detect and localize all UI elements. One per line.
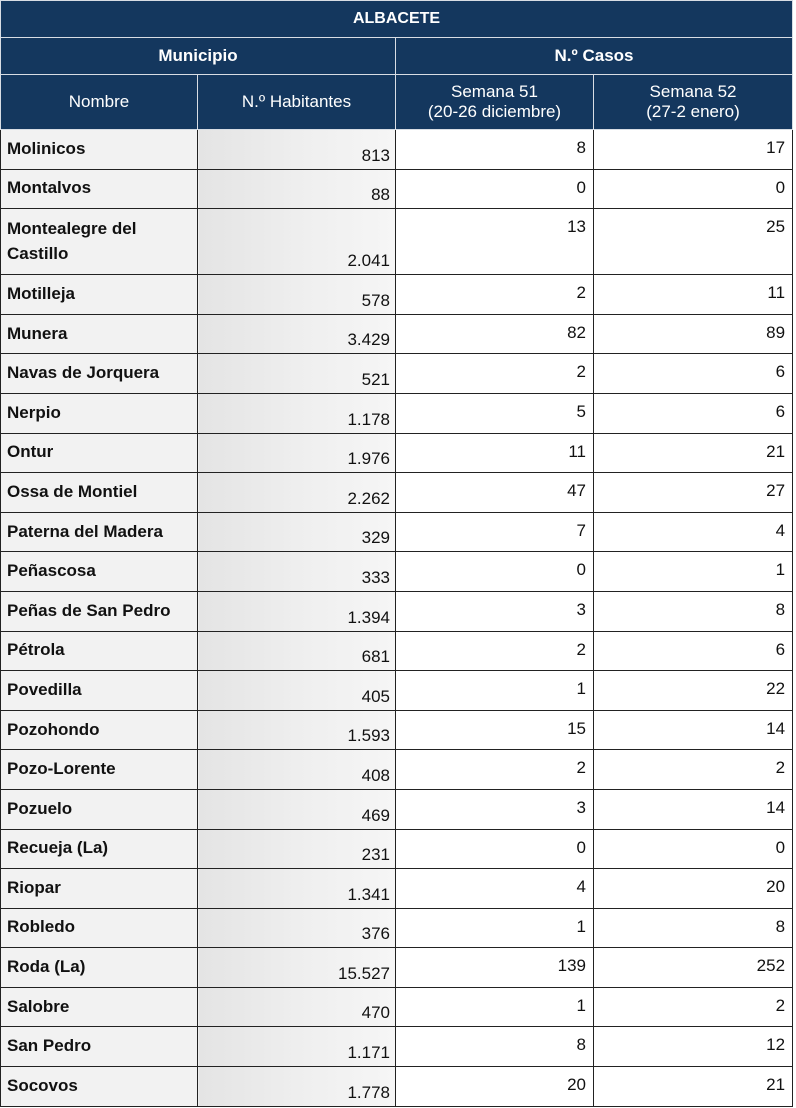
semana52-cases-cell: 89 (594, 314, 793, 354)
semana51-cases-cell: 5 (396, 393, 594, 433)
municipio-name-cell: Ontur (1, 433, 198, 473)
habitantes-cell: 578 (198, 275, 396, 315)
semana52-cases-cell: 252 (594, 948, 793, 988)
municipio-name-cell: Pozuelo (1, 789, 198, 829)
habitantes-cell: 1.394 (198, 591, 396, 631)
habitantes-cell: 469 (198, 789, 396, 829)
semana52-cases-cell: 6 (594, 354, 793, 394)
column-header-semana52 (594, 75, 793, 130)
semana51-cases-cell: 2 (396, 354, 594, 394)
semana52-cases-cell: 17 (594, 130, 793, 170)
habitantes-cell: 1.341 (198, 869, 396, 909)
semana51-label: Semana 51 (451, 81, 538, 101)
column-header-habitantes: N.º Habitantes (198, 75, 396, 130)
table-row (1, 1067, 793, 1107)
municipio-name-cell: Motilleja (1, 275, 198, 315)
semana51-cases-cell: 1 (396, 987, 594, 1027)
table-row (1, 1027, 793, 1067)
municipio-name-cell: San Pedro (1, 1027, 198, 1067)
semana52-cases-cell: 1 (594, 552, 793, 592)
table-row (1, 948, 793, 988)
semana52-cases-cell: 14 (594, 710, 793, 750)
semana51-cases-cell: 2 (396, 275, 594, 315)
table-row (1, 169, 793, 209)
table-row (1, 209, 793, 275)
semana52-cases-cell: 11 (594, 275, 793, 315)
table-row (1, 354, 793, 394)
municipio-name-cell: Peñascosa (1, 552, 198, 592)
semana52-cases-cell: 22 (594, 671, 793, 711)
habitantes-cell: 3.429 (198, 314, 396, 354)
semana52-cases-cell: 27 (594, 473, 793, 513)
habitantes-cell: 2.262 (198, 473, 396, 513)
semana52-cases-cell: 12 (594, 1027, 793, 1067)
table-row (1, 433, 793, 473)
column-header-semana51 (396, 75, 594, 130)
habitantes-cell: 1.178 (198, 393, 396, 433)
municipio-name-cell: Munera (1, 314, 198, 354)
semana51-cases-cell: 1 (396, 671, 594, 711)
table-row (1, 512, 793, 552)
table-row (1, 473, 793, 513)
table-row (1, 314, 793, 354)
group-header-casos: N.º Casos (396, 38, 793, 75)
municipio-name-cell: Salobre (1, 987, 198, 1027)
municipio-name-cell: Povedilla (1, 671, 198, 711)
municipio-name-cell: Pozo-Lorente (1, 750, 198, 790)
municipio-name-cell: Riopar (1, 869, 198, 909)
habitantes-cell: 405 (198, 671, 396, 711)
table-row (1, 789, 793, 829)
municipio-name-cell: Roda (La) (1, 948, 198, 988)
semana52-cases-cell: 6 (594, 631, 793, 671)
semana52-cases-cell: 6 (594, 393, 793, 433)
municipio-name-cell: Pozohondo (1, 710, 198, 750)
semana52-cases-cell: 8 (594, 908, 793, 948)
municipio-name-cell: Montalvos (1, 169, 198, 209)
semana51-cases-cell: 47 (396, 473, 594, 513)
semana51-cases-cell: 139 (396, 948, 594, 988)
habitantes-cell: 1.976 (198, 433, 396, 473)
table-row (1, 908, 793, 948)
table-row (1, 869, 793, 909)
table-row (1, 591, 793, 631)
semana52-cases-cell: 2 (594, 750, 793, 790)
semana51-cases-cell: 1 (396, 908, 594, 948)
municipio-name-cell: Pétrola (1, 631, 198, 671)
semana51-cases-cell: 3 (396, 591, 594, 631)
table-row (1, 671, 793, 711)
table-row (1, 393, 793, 433)
semana52-cases-cell: 8 (594, 591, 793, 631)
semana52-cases-cell: 21 (594, 1067, 793, 1107)
group-header-municipio: Municipio (1, 38, 396, 75)
municipio-name-cell: Peñas de San Pedro (1, 591, 198, 631)
habitantes-cell: 1.171 (198, 1027, 396, 1067)
habitantes-cell: 333 (198, 552, 396, 592)
municipio-name-cell: Robledo (1, 908, 198, 948)
semana51-cases-cell: 82 (396, 314, 594, 354)
semana52-cases-cell: 25 (594, 209, 793, 275)
semana51-cases-cell: 20 (396, 1067, 594, 1107)
table-row (1, 552, 793, 592)
municipio-name-cell: Molinicos (1, 130, 198, 170)
semana52-cases-cell: 2 (594, 987, 793, 1027)
municipio-name-cell: Nerpio (1, 393, 198, 433)
semana51-cases-cell: 8 (396, 1027, 594, 1067)
table-row (1, 710, 793, 750)
semana51-cases-cell: 4 (396, 869, 594, 909)
municipio-name-cell: Recueja (La) (1, 829, 198, 869)
semana52-cases-cell: 4 (594, 512, 793, 552)
semana51-cases-cell: 0 (396, 552, 594, 592)
table-title: ALBACETE (1, 1, 793, 38)
habitantes-cell: 470 (198, 987, 396, 1027)
habitantes-cell: 329 (198, 512, 396, 552)
habitantes-cell: 1.593 (198, 710, 396, 750)
table-row (1, 750, 793, 790)
semana51-cases-cell: 13 (396, 209, 594, 275)
semana52-cases-cell: 20 (594, 869, 793, 909)
habitantes-cell: 231 (198, 829, 396, 869)
semana52-cases-cell: 21 (594, 433, 793, 473)
habitantes-cell: 1.778 (198, 1067, 396, 1107)
semana51-cases-cell: 8 (396, 130, 594, 170)
semana52-label: Semana 52 (649, 81, 737, 101)
table-row (1, 829, 793, 869)
table-row (1, 631, 793, 671)
table-body (1, 130, 793, 1107)
municipio-name-cell: Paterna del Madera (1, 512, 198, 552)
column-header-nombre: Nombre (1, 75, 198, 130)
table-row (1, 987, 793, 1027)
semana52-dates: (27-2 enero) (646, 102, 740, 121)
municipio-name-cell: Montealegre del Castillo (1, 209, 198, 275)
habitantes-cell: 813 (198, 130, 396, 170)
habitantes-cell: 376 (198, 908, 396, 948)
semana52-cases-cell: 0 (594, 169, 793, 209)
table-row (1, 275, 793, 315)
habitantes-cell: 408 (198, 750, 396, 790)
semana51-cases-cell: 2 (396, 631, 594, 671)
semana52-cases-cell: 14 (594, 789, 793, 829)
semana51-cases-cell: 2 (396, 750, 594, 790)
semana51-cases-cell: 15 (396, 710, 594, 750)
semana51-dates: (20-26 diciembre) (427, 102, 562, 121)
municipio-name-cell: Socovos (1, 1067, 198, 1107)
habitantes-cell: 88 (198, 169, 396, 209)
municipio-name-cell: Navas de Jorquera (1, 354, 198, 394)
habitantes-cell: 2.041 (198, 209, 396, 275)
habitantes-cell: 521 (198, 354, 396, 394)
semana51-cases-cell: 3 (396, 789, 594, 829)
semana51-cases-cell: 0 (396, 169, 594, 209)
semana51-cases-cell: 7 (396, 512, 594, 552)
habitantes-cell: 681 (198, 631, 396, 671)
semana51-cases-cell: 0 (396, 829, 594, 869)
semana52-cases-cell: 0 (594, 829, 793, 869)
municipio-name-cell: Ossa de Montiel (1, 473, 198, 513)
semana51-cases-cell: 11 (396, 433, 594, 473)
habitantes-cell: 15.527 (198, 948, 396, 988)
table-row (1, 130, 793, 170)
